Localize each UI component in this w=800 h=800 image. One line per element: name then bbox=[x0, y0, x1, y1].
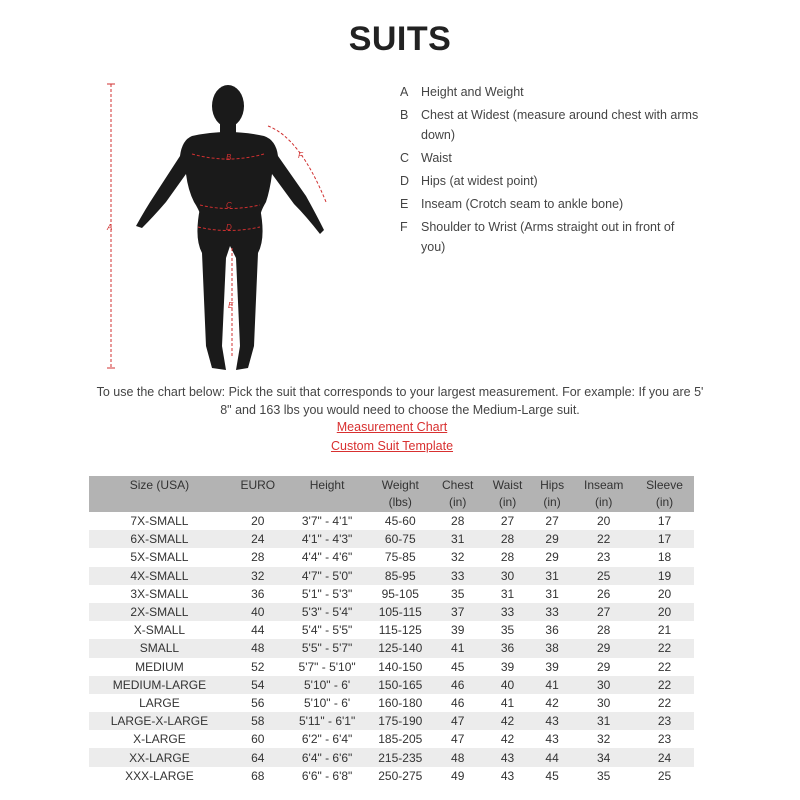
custom-suit-template-link[interactable]: Custom Suit Template bbox=[330, 439, 454, 453]
table-cell: 60 bbox=[230, 730, 286, 748]
column-header-unit: (in) bbox=[655, 495, 674, 509]
column-header-unit bbox=[232, 494, 284, 511]
legend-text: Hips (at widest point) bbox=[421, 174, 538, 188]
label-a: A bbox=[107, 223, 113, 232]
table-cell: 31 bbox=[532, 585, 573, 603]
table-cell: 68 bbox=[230, 767, 286, 785]
table-cell: 150-165 bbox=[368, 676, 432, 694]
table-cell: 46 bbox=[432, 676, 483, 694]
label-e: E bbox=[228, 301, 234, 310]
column-header-label: Waist bbox=[492, 478, 523, 492]
table-cell: 41 bbox=[432, 639, 483, 657]
table-cell: 5'4" - 5'5" bbox=[286, 621, 369, 639]
label-f: F bbox=[298, 151, 303, 160]
table-cell: 26 bbox=[572, 585, 635, 603]
table-cell: 23 bbox=[572, 548, 635, 566]
table-cell: 33 bbox=[483, 603, 532, 621]
table-cell: 28 bbox=[572, 621, 635, 639]
table-cell: 42 bbox=[532, 694, 573, 712]
table-row bbox=[89, 676, 694, 694]
legend-text: Waist bbox=[421, 151, 452, 165]
legend-letter: F bbox=[400, 220, 408, 234]
legend-text: Shoulder to Wrist (Arms straight out in front of you) bbox=[421, 220, 675, 254]
table-cell: 4'7" - 5'0" bbox=[286, 567, 369, 585]
column-header bbox=[89, 476, 230, 512]
table-cell: 28 bbox=[230, 548, 286, 566]
legend-letter: E bbox=[400, 197, 409, 211]
column-header-unit: (in) bbox=[449, 495, 467, 509]
table-cell: 23 bbox=[635, 730, 694, 748]
table-cell: 5'10" - 6' bbox=[286, 694, 369, 712]
column-header bbox=[368, 476, 432, 512]
table-cell: 25 bbox=[635, 767, 694, 785]
table-cell: 32 bbox=[572, 730, 635, 748]
table-cell: 58 bbox=[230, 712, 286, 730]
table-cell: 17 bbox=[635, 530, 694, 548]
table-cell: 47 bbox=[432, 730, 483, 748]
table-cell: 39 bbox=[532, 658, 573, 676]
table-cell: 56 bbox=[230, 694, 286, 712]
table-cell: 250-275 bbox=[368, 767, 432, 785]
table-cell: LARGE bbox=[89, 694, 230, 712]
table-cell: 29 bbox=[572, 658, 635, 676]
table-cell: 85-95 bbox=[368, 567, 432, 585]
column-header bbox=[483, 476, 532, 512]
table-cell: 20 bbox=[572, 512, 635, 530]
legend-item bbox=[400, 217, 700, 257]
table-cell: 30 bbox=[572, 676, 635, 694]
legend-item bbox=[400, 148, 700, 168]
table-cell: 52 bbox=[230, 658, 286, 676]
table-cell: 5'1" - 5'3" bbox=[286, 585, 369, 603]
table-body bbox=[89, 512, 694, 785]
table-row bbox=[89, 767, 694, 785]
table-cell: 31 bbox=[483, 585, 532, 603]
table-row bbox=[89, 530, 694, 548]
table-cell: 4X-SMALL bbox=[89, 567, 230, 585]
table-cell: 24 bbox=[635, 748, 694, 766]
table-cell: 34 bbox=[572, 748, 635, 766]
table-cell: MEDIUM-LARGE bbox=[89, 676, 230, 694]
table-cell: 37 bbox=[432, 603, 483, 621]
legend-letter: A bbox=[400, 85, 409, 99]
table-cell: 35 bbox=[432, 585, 483, 603]
table-cell: 115-125 bbox=[368, 621, 432, 639]
table-cell: 95-105 bbox=[368, 585, 432, 603]
table-cell: 40 bbox=[230, 603, 286, 621]
table-cell: 36 bbox=[483, 639, 532, 657]
table-cell: 44 bbox=[230, 621, 286, 639]
table-cell: 60-75 bbox=[368, 530, 432, 548]
table-cell: 27 bbox=[572, 603, 635, 621]
table-cell: 43 bbox=[532, 730, 573, 748]
column-header-label: Inseam bbox=[584, 478, 624, 492]
table-cell: 43 bbox=[532, 712, 573, 730]
table-cell: 28 bbox=[483, 548, 532, 566]
table-cell: 140-150 bbox=[368, 658, 432, 676]
table-cell: MEDIUM bbox=[89, 658, 230, 676]
table-cell: 36 bbox=[532, 621, 573, 639]
table-cell: 22 bbox=[572, 530, 635, 548]
table-cell: 33 bbox=[432, 567, 483, 585]
table-cell: 17 bbox=[635, 512, 694, 530]
table-cell: 125-140 bbox=[368, 639, 432, 657]
table-cell: 29 bbox=[532, 548, 573, 566]
table-row bbox=[89, 621, 694, 639]
table-cell: 47 bbox=[432, 712, 483, 730]
table-cell: 32 bbox=[230, 567, 286, 585]
table-cell: 215-235 bbox=[368, 748, 432, 766]
column-header-unit bbox=[91, 494, 228, 511]
column-header-label: Size (USA) bbox=[129, 478, 190, 492]
legend-letter: C bbox=[400, 151, 410, 165]
column-header-unit bbox=[288, 494, 367, 511]
table-cell: 32 bbox=[432, 548, 483, 566]
column-header-unit: (lbs) bbox=[388, 495, 412, 509]
table-cell: 6'4" - 6'6" bbox=[286, 748, 369, 766]
table-row bbox=[89, 603, 694, 621]
table-cell: 23 bbox=[635, 712, 694, 730]
table-cell: 25 bbox=[572, 567, 635, 585]
column-header-label: Sleeve bbox=[646, 478, 683, 492]
table-row bbox=[89, 639, 694, 657]
table-cell: 20 bbox=[635, 585, 694, 603]
table-cell: 21 bbox=[635, 621, 694, 639]
column-header bbox=[532, 476, 573, 512]
table-cell: 5'7" - 5'10" bbox=[286, 658, 369, 676]
table-cell: 35 bbox=[483, 621, 532, 639]
label-b: B bbox=[226, 153, 232, 162]
table-cell: 24 bbox=[230, 530, 286, 548]
table-cell: SMALL bbox=[89, 639, 230, 657]
table-cell: 42 bbox=[483, 712, 532, 730]
column-header bbox=[286, 476, 369, 512]
table-cell: 29 bbox=[572, 639, 635, 657]
table-cell: 3X-SMALL bbox=[89, 585, 230, 603]
table-cell: 39 bbox=[483, 658, 532, 676]
column-header bbox=[230, 476, 286, 512]
table-cell: 105-115 bbox=[368, 603, 432, 621]
table-cell: 45 bbox=[432, 658, 483, 676]
table-cell: 20 bbox=[230, 512, 286, 530]
table-cell: 36 bbox=[230, 585, 286, 603]
table-cell: 45-60 bbox=[368, 512, 432, 530]
table-row bbox=[89, 658, 694, 676]
table-cell: 185-205 bbox=[368, 730, 432, 748]
table-cell: 18 bbox=[635, 548, 694, 566]
table-cell: 175-190 bbox=[368, 712, 432, 730]
table-cell: 43 bbox=[483, 767, 532, 785]
table-cell: 22 bbox=[635, 694, 694, 712]
size-chart-table bbox=[89, 476, 694, 785]
table-cell: 45 bbox=[532, 767, 573, 785]
table-cell: 22 bbox=[635, 639, 694, 657]
table-cell: 22 bbox=[635, 676, 694, 694]
table-cell: 28 bbox=[432, 512, 483, 530]
legend-text: Height and Weight bbox=[421, 85, 524, 99]
column-header-unit: (in) bbox=[595, 495, 613, 509]
legend-letter: B bbox=[400, 108, 409, 122]
table-cell: 31 bbox=[572, 712, 635, 730]
table-cell: 19 bbox=[635, 567, 694, 585]
column-header-label: Weight bbox=[381, 478, 419, 492]
table-row bbox=[89, 567, 694, 585]
table-cell: 39 bbox=[432, 621, 483, 639]
table-cell: 35 bbox=[572, 767, 635, 785]
table-cell: 160-180 bbox=[368, 694, 432, 712]
body-measurement-figure bbox=[100, 78, 340, 378]
label-d: D bbox=[226, 223, 232, 232]
table-row bbox=[89, 712, 694, 730]
table-cell: 5'5" - 5'7" bbox=[286, 639, 369, 657]
table-cell: 48 bbox=[432, 748, 483, 766]
table-cell: 31 bbox=[532, 567, 573, 585]
legend-text: Chest at Widest (measure around chest with arms down) bbox=[421, 108, 699, 142]
column-header-label: Chest bbox=[442, 478, 474, 492]
table-cell: XXX-LARGE bbox=[89, 767, 230, 785]
table-cell: 28 bbox=[483, 530, 532, 548]
column-header-unit: (in) bbox=[498, 495, 517, 509]
table-cell: 3'7" - 4'1" bbox=[286, 512, 369, 530]
measurement-chart-link[interactable]: Measurement Chart bbox=[336, 420, 448, 434]
table-cell: 5'3" - 5'4" bbox=[286, 603, 369, 621]
table-cell: X-SMALL bbox=[89, 621, 230, 639]
instructions-text: To use the chart below: Pick the suit that corresponds to your largest measurement. For example: If you are 5' 8" and 163 lbs you would need to choose the Medium-Large suit. bbox=[96, 385, 704, 417]
table-cell: 64 bbox=[230, 748, 286, 766]
table-cell: XX-LARGE bbox=[89, 748, 230, 766]
legend-item bbox=[400, 171, 700, 191]
table-row bbox=[89, 585, 694, 603]
table-cell: 44 bbox=[532, 748, 573, 766]
table-cell: X-LARGE bbox=[89, 730, 230, 748]
column-header-label: Height bbox=[309, 478, 345, 492]
legend-item bbox=[400, 194, 700, 214]
table-cell: 6X-SMALL bbox=[89, 530, 230, 548]
table-cell: 22 bbox=[635, 658, 694, 676]
table-cell: 33 bbox=[532, 603, 573, 621]
table-cell: 41 bbox=[483, 694, 532, 712]
table-cell: 40 bbox=[483, 676, 532, 694]
table-cell: 43 bbox=[483, 748, 532, 766]
table-cell: 27 bbox=[483, 512, 532, 530]
table-cell: 27 bbox=[532, 512, 573, 530]
column-header-unit: (in) bbox=[543, 495, 561, 509]
table-cell: 75-85 bbox=[368, 548, 432, 566]
table-cell: 4'4" - 4'6" bbox=[286, 548, 369, 566]
table-cell: 31 bbox=[432, 530, 483, 548]
table-row bbox=[89, 548, 694, 566]
table-cell: 46 bbox=[432, 694, 483, 712]
table-row bbox=[89, 694, 694, 712]
table-cell: 7X-SMALL bbox=[89, 512, 230, 530]
table-cell: 2X-SMALL bbox=[89, 603, 230, 621]
column-header bbox=[572, 476, 635, 512]
table-cell: LARGE-X-LARGE bbox=[89, 712, 230, 730]
legend-item bbox=[400, 82, 700, 102]
table-header-row bbox=[89, 476, 694, 512]
column-header bbox=[432, 476, 483, 512]
legend-text: Inseam (Crotch seam to ankle bone) bbox=[421, 197, 624, 211]
table-row bbox=[89, 730, 694, 748]
table-cell: 48 bbox=[230, 639, 286, 657]
table-cell: 6'6" - 6'8" bbox=[286, 767, 369, 785]
table-cell: 38 bbox=[532, 639, 573, 657]
legend-item bbox=[400, 105, 700, 145]
page-title: SUITS bbox=[348, 20, 452, 58]
column-header-label: EURO bbox=[240, 478, 276, 492]
column-header-label: Hips bbox=[540, 478, 565, 492]
table-cell: 54 bbox=[230, 676, 286, 694]
table-cell: 5X-SMALL bbox=[89, 548, 230, 566]
table-cell: 30 bbox=[483, 567, 532, 585]
measurement-legend bbox=[400, 82, 700, 260]
column-header bbox=[635, 476, 694, 512]
table-cell: 4'1" - 4'3" bbox=[286, 530, 369, 548]
table-cell: 41 bbox=[532, 676, 573, 694]
table-row bbox=[89, 512, 694, 530]
table-cell: 29 bbox=[532, 530, 573, 548]
table-cell: 5'11" - 6'1" bbox=[286, 712, 369, 730]
table-cell: 30 bbox=[572, 694, 635, 712]
table-cell: 6'2" - 6'4" bbox=[286, 730, 369, 748]
table-cell: 42 bbox=[483, 730, 532, 748]
table-cell: 5'10" - 6' bbox=[286, 676, 369, 694]
table-cell: 20 bbox=[635, 603, 694, 621]
legend-letter: D bbox=[400, 174, 410, 188]
table-cell: 49 bbox=[432, 767, 483, 785]
label-c: C bbox=[226, 201, 232, 210]
table-row bbox=[89, 748, 694, 766]
